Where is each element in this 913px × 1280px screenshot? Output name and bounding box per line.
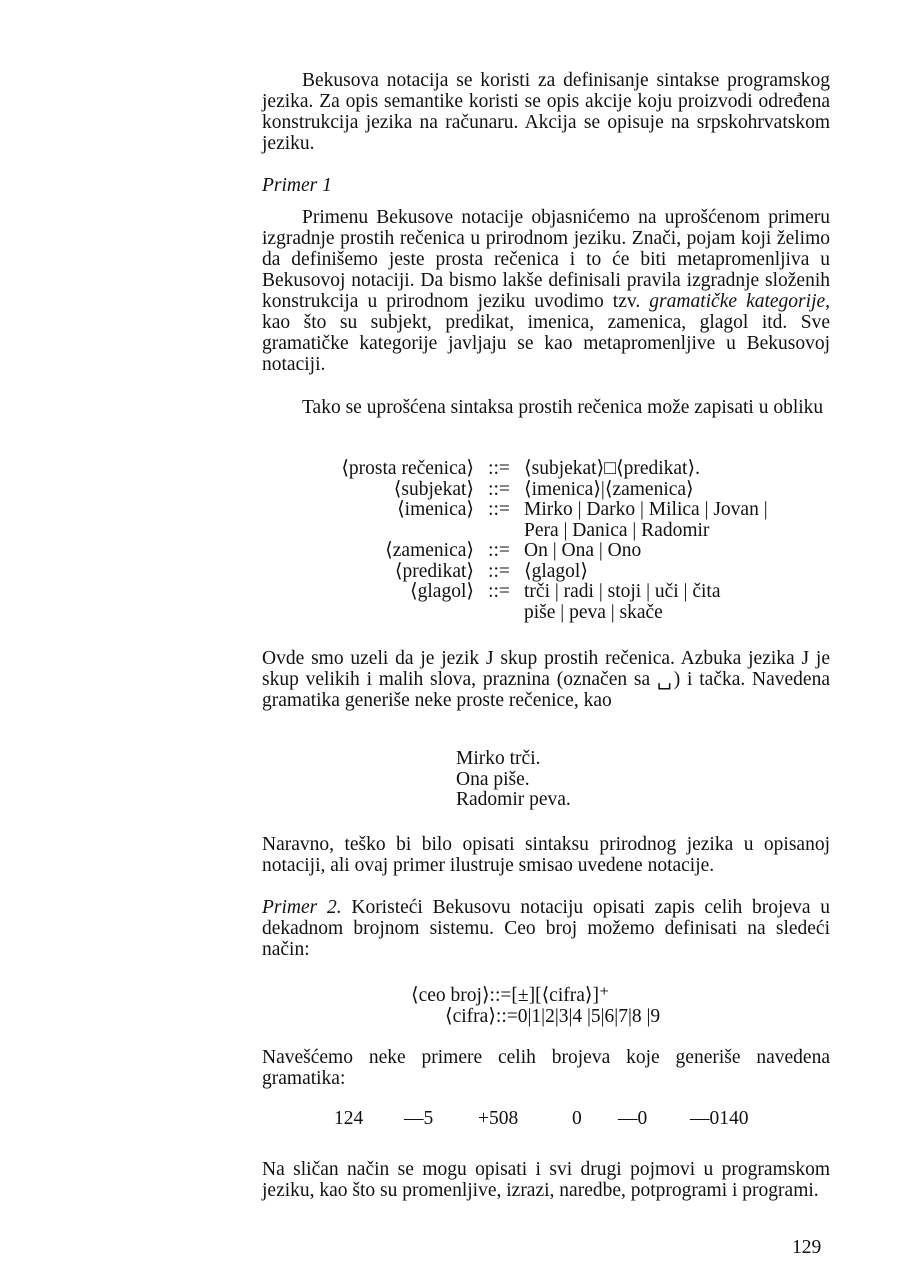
primer2-text: Koristeći Bekusovu notaciju opisati zapis celih brojeva u dekadnom brojnom sistemu. Ceo broj možemo definisati na sledeći način: — [262, 897, 830, 960]
paragraph-conclusion: Na sličan način se mogu opisati i svi drugi pojmovi u programskom jeziku, kao što su promenljive, izrazi, naredbe, potprogrami i programi. — [262, 1159, 830, 1201]
paragraph-primer2 — [262, 897, 830, 960]
page-number: 129 — [792, 1237, 822, 1258]
grammar-op: ::= — [488, 540, 510, 561]
grammar-op: ::= — [488, 458, 510, 479]
grammar-rhs: Pera | Danica | Radomir — [524, 519, 710, 541]
grammar-rule-row — [262, 562, 830, 583]
grammar-rhs: ⟨subjekat⟩□⟨predikat⟩. — [524, 458, 700, 479]
number-example: +508 — [478, 1108, 519, 1129]
grammar-op: ::= — [488, 478, 510, 500]
number-example: —5 — [404, 1108, 434, 1129]
example-sentence: Mirko trči. — [456, 748, 541, 769]
formula-cifra: ⟨cifra⟩::=0|1|2|3|4 |5|6|7|8 |9 — [445, 1006, 661, 1027]
grammar-lhs — [262, 521, 474, 542]
paragraph-syntax-intro: Tako se uprošćena sintaksa prostih rečenica može zapisati u obliku — [302, 397, 824, 418]
primer1-text-a: Primenu Bekusove notacije objasnićemo na uprošćenom primeru izgradnje prostih rečenica u prirodnom jeziku. Znači, pojam koji želimo da definišemo jeste prosta rečenica i to će biti metapromenljiva u Bekusovoj notaciji. Da bismo lakše definisali pravila izgradnje složenih konstrukcija u prirodnom jeziku uvodimo tzv. — [262, 207, 830, 312]
paragraph-intro: Bekusova notacija se koristi za definisanje sintakse programskog jezika. Za opis semantike koristi se opis akcije koju proizvodi određena konstrukcija jezika na računaru. Akcija se opisuje na srpskohrvatskom jeziku. — [262, 70, 830, 154]
paragraph-numbers-intro: Navešćemo neke primere celih brojeva koje generiše navedena gramatika: — [262, 1047, 830, 1089]
grammar-rhs: ⟨glagol⟩ — [524, 560, 588, 582]
grammar-lhs — [262, 603, 474, 624]
number-example: 0 — [572, 1108, 582, 1129]
example-sentences — [456, 749, 571, 811]
grammar-op: ::= — [488, 560, 510, 582]
example-2-title: Primer 2. — [262, 897, 342, 918]
grammar-rule-row — [262, 521, 830, 542]
grammar-lhs: ⟨predikat⟩ — [394, 560, 474, 582]
grammar-op — [474, 521, 524, 542]
grammar-lhs: ⟨subjekat⟩ — [393, 478, 474, 500]
formula-ceo-broj: ⟨ceo broj⟩::=[±][⟨cifra⟩]⁺ — [411, 985, 610, 1006]
grammar-lhs: ⟨glagol⟩ — [410, 581, 474, 602]
grammar-rule-row — [262, 480, 830, 501]
grammar-rule-row — [262, 582, 830, 603]
number-example: —0140 — [690, 1108, 749, 1129]
grammar-rule-row — [262, 459, 830, 480]
paragraph-alphabet: Ovde smo uzeli da je jezik J skup prostih rečenica. Azbuka jezika J je skup velikih i malih slova, praznina (označen sa ␣) i tačka. Navedena gramatika generiše neke proste rečenice, kao — [262, 648, 830, 711]
example-1-title: Primer 1 — [262, 175, 332, 196]
grammar-rule-row — [262, 541, 830, 562]
primer1-text-b: kao što su subjekt, predikat, imenica, zamenica, glagol itd. Sve gramatičke kategorije javljaju se kao metapromenljive u Bekusovoj notaciji. — [262, 312, 830, 375]
grammar-lhs: ⟨zamenica⟩ — [385, 540, 474, 561]
example-sentence: Ona piše. — [456, 768, 530, 790]
grammar-rules — [262, 459, 830, 623]
primer1-italic-term: gramatičke kategorije, — [649, 291, 831, 312]
grammar-lhs: ⟨imenica⟩ — [397, 499, 474, 520]
grammar-op — [474, 603, 524, 624]
grammar-rule-row — [262, 500, 830, 521]
grammar-rule-row — [262, 603, 830, 624]
paragraph-primer1 — [262, 207, 830, 375]
grammar-rhs: trči | radi | stoji | uči | čita — [524, 581, 721, 602]
number-example: —0 — [618, 1108, 648, 1129]
grammar-rhs: ⟨imenica⟩|⟨zamenica⟩ — [524, 478, 694, 500]
grammar-op: ::= — [488, 499, 510, 520]
example-sentence: Radomir peva. — [456, 789, 571, 810]
grammar-lhs: ⟨prosta rečenica⟩ — [341, 458, 474, 479]
paragraph-remark: Naravno, teško bi bilo opisati sintaksu prirodnog jezika u opisanoj notaciji, ali ovaj primer ilustruje smisao uvedene notacije. — [262, 834, 830, 876]
grammar-rhs: On | Ona | Ono — [524, 540, 642, 561]
number-example: 124 — [334, 1108, 364, 1129]
grammar-op: ::= — [488, 581, 510, 602]
grammar-rhs: piše | peva | skače — [524, 601, 663, 623]
grammar-rhs: Mirko | Darko | Milica | Jovan | — [524, 499, 768, 520]
